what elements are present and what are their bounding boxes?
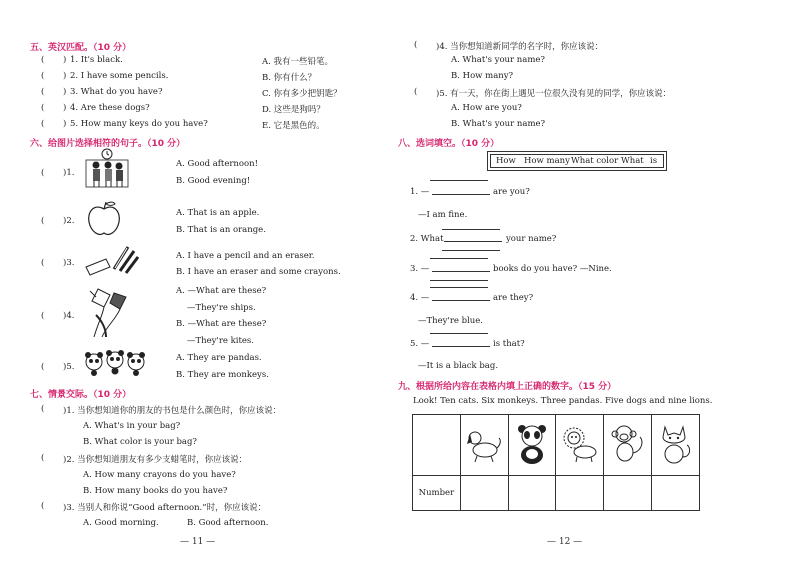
pandas-icon [84, 350, 146, 376]
option-a: A. How many crayons do you have? [83, 470, 236, 480]
section-9-title: 九、根据所给内容在表格内填上正确的数字。（15 分） [398, 382, 617, 392]
cat-cell [652, 415, 700, 476]
paren[interactable]: ( [41, 453, 45, 463]
blank-prefix: 1. — [410, 187, 430, 197]
blank-prefix: 5. — [410, 339, 430, 349]
paren[interactable]: ( [41, 404, 45, 414]
answer-blank[interactable] [432, 263, 490, 272]
word-how-many: How many [524, 156, 570, 166]
paren[interactable]: ( [414, 87, 418, 97]
option-b: B. Good afternoon. [187, 518, 269, 528]
option-a: A. How are you? [451, 103, 522, 113]
apple-icon [86, 200, 122, 238]
monkey-count-cell[interactable] [604, 476, 652, 511]
blank-suffix: your name? [506, 234, 557, 244]
word-what-color: What color [571, 156, 619, 166]
count-table [412, 414, 700, 511]
item-number: )5. [63, 362, 75, 372]
blank-suffix: are they? [493, 293, 534, 303]
guide-line [430, 258, 488, 259]
word-how: How [496, 156, 516, 166]
section-6-title: 六、给图片选择相符的句子。（10 分） [30, 139, 186, 149]
lion-icon [561, 424, 599, 464]
blank-prefix: 2. What [410, 234, 444, 244]
option-b: B. I have an eraser and some crayons. [176, 267, 341, 277]
paren[interactable]: ( [41, 71, 45, 81]
answer-blank[interactable] [432, 186, 490, 195]
s5-answer: B. 你有什么？ [262, 73, 317, 83]
blank-suffix: are you? [493, 187, 530, 197]
s5-answer: C. 你有多少把钥匙？ [262, 89, 342, 99]
answer-text: —I am fine. [418, 210, 468, 220]
lion-cell [556, 415, 604, 476]
option-b: B. —What are these? [176, 319, 267, 329]
paren-close: ) [63, 119, 67, 129]
answer-blank[interactable] [432, 292, 490, 301]
s7-question: )4. 当你想知道新同学的名字时，你应该说： [436, 42, 604, 52]
option-b: B. That is an orange. [176, 225, 266, 235]
paren[interactable]: ( [41, 168, 45, 178]
option-a: A. What's in your bag? [83, 421, 181, 431]
s5-answer: E. 它是黑色的。 [262, 121, 325, 131]
children-with-clock-icon [84, 148, 130, 188]
lion-count-cell[interactable] [556, 476, 604, 511]
item-number: )3. [63, 258, 75, 268]
guide-line [430, 287, 488, 288]
word-bank [487, 151, 667, 171]
paren[interactable]: ( [41, 311, 45, 321]
s7-question: )1. 当你想知道你的朋友的书包是什么颜色时，你应该说： [63, 406, 282, 416]
s5-question: 5. How many keys do you have? [70, 119, 208, 129]
option-b: B. How many? [451, 71, 514, 81]
page-number: — 12 — [547, 537, 583, 547]
paren[interactable]: ( [41, 216, 45, 226]
dog-count-cell[interactable] [460, 476, 508, 511]
blank-prefix: 3. — [410, 264, 430, 274]
prompt-text: Look! Ten cats. Six monkeys. Three pandas. Five dogs and nine lions. [413, 396, 713, 406]
word-what: What [621, 156, 644, 166]
option-a: A. What's your name? [451, 55, 545, 65]
blank-suffix: books do you have? —Nine. [493, 264, 612, 274]
answer-text: —They're blue. [418, 316, 483, 326]
monkey-icon [610, 423, 646, 465]
word-is: is [650, 156, 658, 166]
option-a: A. Good afternoon! [176, 159, 259, 169]
blank-suffix: is that? [493, 339, 525, 349]
answer-blank[interactable] [432, 338, 490, 347]
paren[interactable]: ( [41, 87, 45, 97]
panda-count-cell[interactable] [508, 476, 556, 511]
option-a: A. Good morning. [83, 518, 159, 528]
s5-question: 1. It's black. [70, 55, 123, 65]
s5-question: 2. I have some pencils. [70, 71, 169, 81]
dog-cell [460, 415, 508, 476]
dog-icon [465, 424, 503, 464]
option-a-answer: —They're ships. [187, 303, 256, 313]
guide-line [430, 180, 488, 181]
paren[interactable]: ( [414, 40, 418, 50]
option-b: B. How many books do you have? [83, 486, 228, 496]
paren[interactable]: ( [41, 258, 45, 268]
section-5-title: 五、英汉匹配。（10 分） [30, 43, 132, 53]
header-empty-cell [413, 415, 461, 476]
item-number: )2. [63, 216, 75, 226]
item-number: )4. [63, 311, 75, 321]
blank-prefix: 4. — [410, 293, 430, 303]
s5-answer: D. 这些是狗吗？ [262, 105, 325, 115]
eraser-crayons-icon [84, 243, 140, 277]
guide-line [430, 280, 488, 281]
kites-icon [84, 287, 134, 339]
answer-text: —It is a black bag. [418, 361, 499, 371]
number-label: Number [413, 476, 461, 511]
option-a: A. I have a pencil and an eraser. [176, 251, 315, 261]
s7-question: )2. 当你想知道朋友有多少支蜡笔时，你应该说： [63, 455, 248, 465]
option-b: B. Good evening! [176, 176, 251, 186]
section-7-title: 七、情景交际。（10 分） [30, 390, 132, 400]
cat-count-cell[interactable] [652, 476, 700, 511]
s5-question: 3. What do you have? [70, 87, 163, 97]
option-b: B. What's your name? [451, 119, 546, 129]
page-number: — 11 — [180, 537, 216, 547]
paren[interactable]: ( [41, 362, 45, 372]
answer-blank[interactable] [444, 233, 502, 242]
s7-question: )5. 有一天，你在街上遇见一位很久没有见的同学，你应该说： [436, 89, 672, 99]
option-b: B. What color is your bag? [83, 437, 197, 447]
paren-close: ) [63, 55, 67, 65]
option-b-answer: —They're kites. [187, 336, 254, 346]
panda-icon [515, 423, 549, 465]
item-number: )1. [63, 168, 75, 178]
s5-answer: A. 我有一些铅笔。 [262, 57, 334, 67]
paren[interactable]: ( [41, 501, 45, 511]
section-8-title: 八、选词填空。（10 分） [398, 139, 500, 149]
s7-question: )3. 当别人和你说“Good afternoon.”时，你应该说： [63, 503, 267, 513]
s5-question: 4. Are these dogs? [70, 103, 150, 113]
option-a: A. —What are these? [176, 286, 267, 296]
paren-close: ) [63, 71, 67, 81]
guide-line [430, 333, 488, 334]
option-a: A. That is an apple. [176, 208, 260, 218]
guide-line [442, 250, 500, 251]
paren-close: ) [63, 87, 67, 97]
option-b: B. They are monkeys. [176, 370, 269, 380]
paren[interactable]: ( [41, 119, 45, 129]
paren[interactable]: ( [41, 103, 45, 113]
guide-line [442, 229, 500, 230]
paren[interactable]: ( [41, 55, 45, 65]
cat-icon [659, 423, 693, 465]
paren-close: ) [63, 103, 67, 113]
option-a: A. They are pandas. [176, 353, 262, 363]
panda-cell [508, 415, 556, 476]
monkey-cell [604, 415, 652, 476]
